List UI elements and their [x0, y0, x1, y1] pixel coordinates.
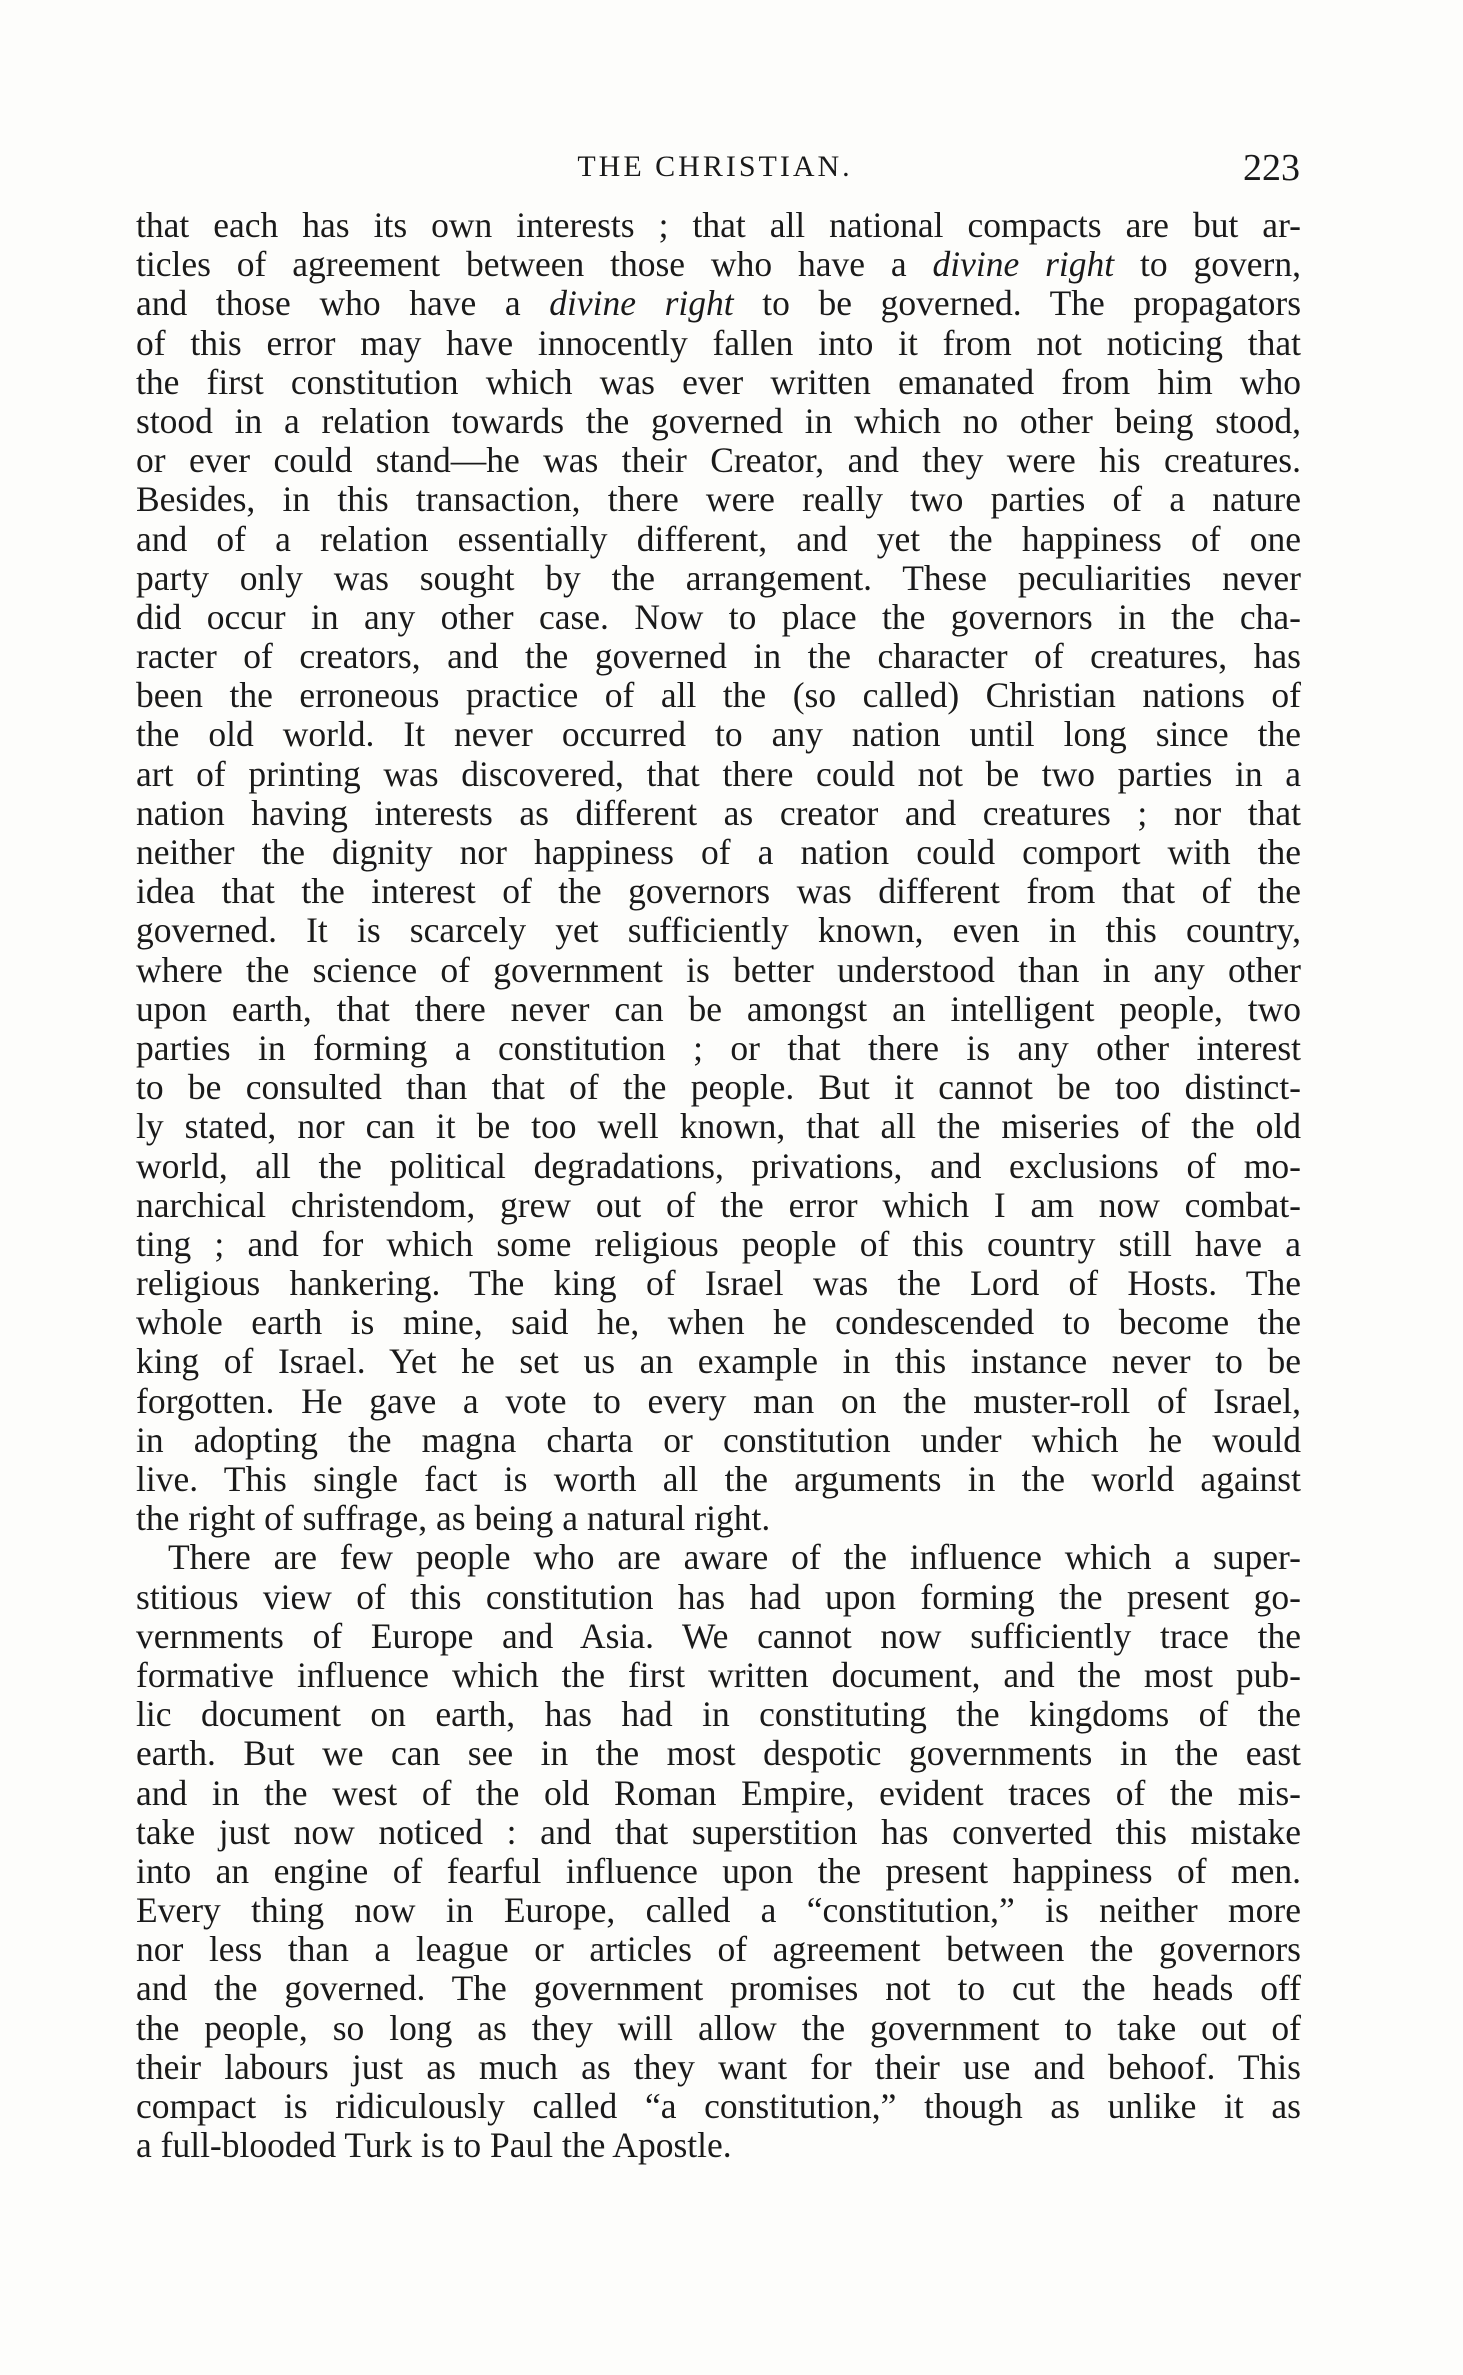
text-line: in adopting the magna charta or constitution under which he would — [136, 1420, 1301, 1460]
text-line: take just now noticed : and that superstition has converted this mistake — [136, 1812, 1301, 1852]
text-line: narchical christendom, grew out of the error which I am now combat- — [136, 1185, 1301, 1225]
text-line: whole earth is mine, said he, when he condescended to become the — [136, 1303, 1301, 1343]
text-line: the old world. It never occurred to any nation until long since the — [136, 715, 1301, 755]
text-line: or ever could stand—he was their Creator, and they were his creatures. — [136, 441, 1301, 481]
text-line: into an engine of fearful influence upon the present happiness of men. — [136, 1851, 1301, 1891]
text-line: ticles of agreement between those who have a divine right to govern, — [136, 245, 1301, 285]
text-line: governed. It is scarcely yet sufficiently known, even in this country, — [136, 911, 1301, 951]
text-line: forgotten. He gave a vote to every man on the muster-roll of Israel, — [136, 1381, 1301, 1421]
text-line: upon earth, that there never can be amongst an intelligent people, two — [136, 989, 1301, 1029]
text-line: world, all the political degradations, privations, and exclusions of mo- — [136, 1146, 1301, 1186]
text-line: a full-blooded Turk is to Paul the Apostle. — [136, 2126, 732, 2166]
text-line: and those who have a divine right to be governed. The propagators — [136, 284, 1301, 324]
text-line: their labours just as much as they want for their use and behoof. This — [136, 2047, 1301, 2087]
body-text — [136, 206, 1301, 2165]
page-number: 223 — [1243, 147, 1300, 189]
text-line: the people, so long as they will allow the government to take out of — [136, 2008, 1301, 2048]
text-line: party only was sought by the arrangement. These peculiarities never — [136, 558, 1301, 598]
text-line: ly stated, nor can it be too well known, that all the miseries of the old — [136, 1107, 1301, 1147]
text-line: There are few people who are aware of the influence which a super- — [168, 1538, 1301, 1578]
text-line: did occur in any other case. Now to place the governors in the cha- — [136, 597, 1301, 637]
text-line: to be consulted than that of the people. But it cannot be too distinct- — [136, 1068, 1301, 1108]
text-line: where the science of government is better understood than in any other — [136, 950, 1301, 990]
text-line: formative influence which the first written document, and the most pub- — [136, 1655, 1301, 1695]
text-line: live. This single fact is worth all the arguments in the world against — [136, 1460, 1301, 1499]
text-line: racter of creators, and the governed in the character of creatures, has — [136, 637, 1301, 677]
text-line: Every thing now in Europe, called a “constitution,” is neither more — [136, 1891, 1301, 1931]
text-line: nation having interests as different as creator and creatures ; nor that — [136, 793, 1301, 833]
text-line: lic document on earth, has had in constituting the kingdoms of the — [136, 1695, 1301, 1735]
italic-phrase: divine right — [549, 284, 734, 324]
text-line: art of printing was discovered, that there could not be two parties in a — [136, 754, 1301, 794]
text-line: compact is ridiculously called “a constitution,” though as unlike it as — [136, 2087, 1301, 2126]
text-line: of this error may have innocently fallen into it from not noticing that — [136, 323, 1301, 363]
text-line: earth. But we can see in the most despotic governments in the east — [136, 1734, 1301, 1774]
text-line: the first constitution which was ever written emanated from him who — [136, 362, 1301, 402]
text-line: parties in forming a constitution ; or that there is any other interest — [136, 1028, 1301, 1068]
text-line: neither the dignity nor happiness of a nation could comport with the — [136, 833, 1301, 872]
text-line: ting ; and for which some religious people of this country still have a — [136, 1224, 1301, 1264]
text-line: Besides, in this transaction, there were really two parties of a nature — [136, 480, 1301, 520]
text-line: been the erroneous practice of all the (so called) Christian nations of — [136, 676, 1301, 716]
text-line: that each has its own interests ; that all national compacts are but ar- — [136, 206, 1301, 245]
running-title: THE CHRISTIAN. — [577, 150, 853, 183]
text-line: and the governed. The government promises not to cut the heads off — [136, 1969, 1301, 2009]
text-line: idea that the interest of the governors was different from that of the — [136, 872, 1301, 912]
text-line: and in the west of the old Roman Empire, evident traces of the mis- — [136, 1773, 1301, 1813]
text-line: nor less than a league or articles of agreement between the governors — [136, 1930, 1301, 1970]
text-line: the right of suffrage, as being a natural right. — [136, 1499, 771, 1539]
running-head — [130, 147, 1300, 190]
text-line: stood in a relation towards the governed in which no other being stood, — [136, 401, 1301, 441]
italic-phrase: divine right — [932, 245, 1115, 285]
text-line: stitious view of this constitution has had upon forming the present go- — [136, 1577, 1301, 1617]
text-line: religious hankering. The king of Israel was the Lord of Hosts. The — [136, 1264, 1301, 1304]
text-line: and of a relation essentially different, and yet the happiness of one — [136, 519, 1301, 559]
text-line: king of Israel. Yet he set us an example in this instance never to be — [136, 1342, 1301, 1382]
text-line: vernments of Europe and Asia. We cannot now sufficiently trace the — [136, 1616, 1301, 1656]
